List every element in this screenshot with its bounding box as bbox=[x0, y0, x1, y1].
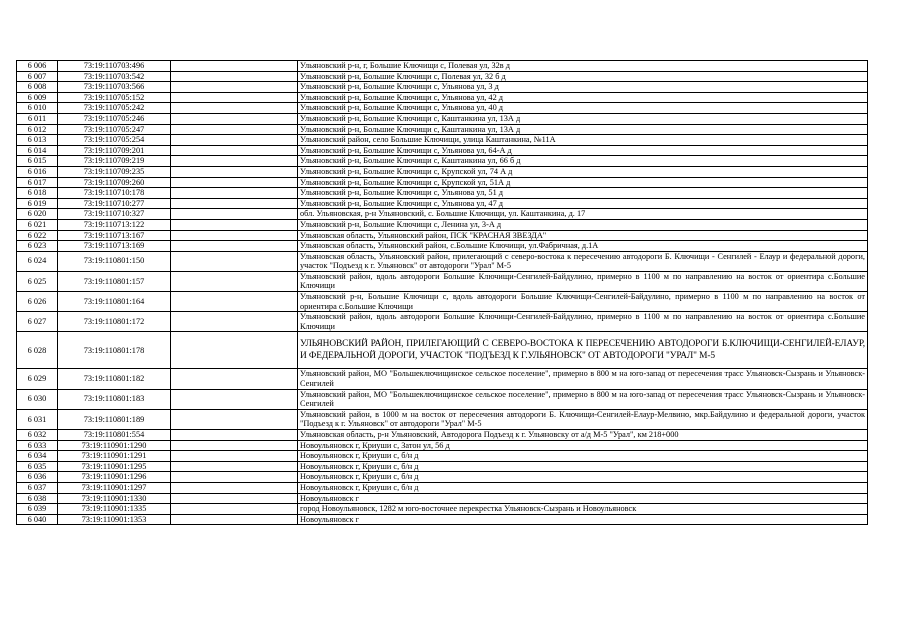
cadastral-number-cell: 73:19:110901:1296 bbox=[58, 472, 171, 483]
row-number-cell: 6 028 bbox=[17, 332, 58, 369]
row-number-cell: 6 029 bbox=[17, 369, 58, 389]
empty-cell bbox=[171, 251, 298, 271]
empty-cell bbox=[171, 188, 298, 199]
cadastral-number-cell: 73:19:110710:178 bbox=[58, 188, 171, 199]
cadastral-number-cell: 73:19:110703:496 bbox=[58, 61, 171, 72]
row-number-cell: 6 007 bbox=[17, 71, 58, 82]
row-number-cell: 6 025 bbox=[17, 271, 58, 291]
empty-cell bbox=[171, 177, 298, 188]
cadastral-number-cell: 73:19:110713:167 bbox=[58, 230, 171, 241]
row-number-cell: 6 006 bbox=[17, 61, 58, 72]
row-number-cell: 6 021 bbox=[17, 219, 58, 230]
address-cell: Новоульяновск г, Криуши с, б/н д bbox=[298, 482, 868, 493]
row-number-cell: 6 018 bbox=[17, 188, 58, 199]
empty-cell bbox=[171, 103, 298, 114]
empty-cell bbox=[171, 82, 298, 93]
table-row bbox=[17, 271, 868, 291]
table-row bbox=[17, 514, 868, 525]
empty-cell bbox=[171, 369, 298, 389]
table-row bbox=[17, 188, 868, 199]
cadastral-number-cell: 73:19:110801:172 bbox=[58, 312, 171, 332]
row-number-cell: 6 016 bbox=[17, 166, 58, 177]
address-cell: Ульяновская область, Ульяновский район, с.Большие Ключищи, ул.Фабричная, д.1А bbox=[298, 241, 868, 252]
table-row bbox=[17, 124, 868, 135]
table-row bbox=[17, 251, 868, 271]
table-row bbox=[17, 482, 868, 493]
table-row bbox=[17, 198, 868, 209]
empty-cell bbox=[171, 61, 298, 72]
row-number-cell: 6 013 bbox=[17, 135, 58, 146]
empty-cell bbox=[171, 124, 298, 135]
table-row bbox=[17, 103, 868, 114]
row-number-cell: 6 023 bbox=[17, 241, 58, 252]
empty-cell bbox=[171, 389, 298, 409]
row-number-cell: 6 022 bbox=[17, 230, 58, 241]
cadastral-number-cell: 73:19:110901:1290 bbox=[58, 440, 171, 451]
address-cell: Ульяновский р-н, Большие Ключищи с, Полевая ул, 32 б д bbox=[298, 71, 868, 82]
address-cell: Ульяновская область, р-н Ульяновский, Автодорога Подъезд к г. Ульяновску от а/д М-5 "Урал", км 218+000 bbox=[298, 430, 868, 441]
address-cell: город Новоульяновск, 1282 м юго-восточнее перекрестка Ульяновск-Сызрань и Новоульяновск bbox=[298, 504, 868, 515]
address-cell: Ульяновский р-н, Большие Ключищи с, Ульянова ул, 3 д bbox=[298, 82, 868, 93]
cadastral-number-cell: 73:19:110801:164 bbox=[58, 292, 171, 312]
address-cell: Новоульяновск г, Криуши с, б/н д bbox=[298, 472, 868, 483]
cadastral-number-cell: 73:19:110801:157 bbox=[58, 271, 171, 291]
cadastral-number-cell: 73:19:110901:1330 bbox=[58, 493, 171, 504]
cadastral-number-cell: 73:19:110703:566 bbox=[58, 82, 171, 93]
land-plot-table bbox=[16, 60, 868, 525]
row-number-cell: 6 032 bbox=[17, 430, 58, 441]
row-number-cell: 6 036 bbox=[17, 472, 58, 483]
empty-cell bbox=[171, 430, 298, 441]
table-row bbox=[17, 71, 868, 82]
table-row bbox=[17, 219, 868, 230]
table-row bbox=[17, 241, 868, 252]
empty-cell bbox=[171, 482, 298, 493]
address-cell: Ульяновская область, Ульяновский район, ПСК "КРАСНАЯ ЗВЕЗДА" bbox=[298, 230, 868, 241]
empty-cell bbox=[171, 440, 298, 451]
row-number-cell: 6 038 bbox=[17, 493, 58, 504]
empty-cell bbox=[171, 113, 298, 124]
cadastral-number-cell: 73:19:110710:277 bbox=[58, 198, 171, 209]
table-row bbox=[17, 177, 868, 188]
cadastral-number-cell: 73:19:110801:189 bbox=[58, 409, 171, 429]
table-row bbox=[17, 61, 868, 72]
address-cell: Ульяновский р-н, Большие Ключищи с, Каштанкина ул, 13А д bbox=[298, 113, 868, 124]
cadastral-number-cell: 73:19:110709:201 bbox=[58, 145, 171, 156]
cadastral-number-cell: 73:19:110901:1335 bbox=[58, 504, 171, 515]
row-number-cell: 6 019 bbox=[17, 198, 58, 209]
table-row bbox=[17, 135, 868, 146]
table-row bbox=[17, 312, 868, 332]
table-row bbox=[17, 230, 868, 241]
cadastral-number-cell: 73:19:110710:327 bbox=[58, 209, 171, 220]
row-number-cell: 6 027 bbox=[17, 312, 58, 332]
cadastral-number-cell: 73:19:110705:152 bbox=[58, 92, 171, 103]
empty-cell bbox=[171, 230, 298, 241]
row-number-cell: 6 037 bbox=[17, 482, 58, 493]
row-number-cell: 6 011 bbox=[17, 113, 58, 124]
table-row bbox=[17, 389, 868, 409]
address-cell: Ульяновский р-н, Большие Ключищи с, Крупской ул, 51А д bbox=[298, 177, 868, 188]
address-cell: Ульяновская область, Ульяновский район, прилегающий с северо-востока к пересечению автодороги Б. Ключищи - Сенгилей - Елаур и федеральной дороги, участок "Подъезд к г. Ульяновск" от автодороги "Урал" М-5 bbox=[298, 251, 868, 271]
empty-cell bbox=[171, 292, 298, 312]
address-cell: Ульяновский р-н, Большие Ключищи с, Ленина ул, 3-А д bbox=[298, 219, 868, 230]
address-cell: Ульяновский р-н, Большие Ключищи с, Ульянова ул, 47 д bbox=[298, 198, 868, 209]
row-number-cell: 6 031 bbox=[17, 409, 58, 429]
address-cell: Ульяновский р-н, Большие Ключищи с, Ульянова ул, 40 д bbox=[298, 103, 868, 114]
cadastral-number-cell: 73:19:110801:183 bbox=[58, 389, 171, 409]
row-number-cell: 6 014 bbox=[17, 145, 58, 156]
empty-cell bbox=[171, 209, 298, 220]
empty-cell bbox=[171, 166, 298, 177]
cadastral-number-cell: 73:19:110901:1295 bbox=[58, 461, 171, 472]
cadastral-number-cell: 73:19:110713:169 bbox=[58, 241, 171, 252]
address-cell: Новоульяновск г, Криуши с, б/н д bbox=[298, 451, 868, 462]
empty-cell bbox=[171, 241, 298, 252]
empty-cell bbox=[171, 332, 298, 369]
table-body bbox=[17, 61, 868, 525]
table-row bbox=[17, 440, 868, 451]
address-cell: Ульяновский район, село Большие Ключищи, улица Каштанкина, №11А bbox=[298, 135, 868, 146]
empty-cell bbox=[171, 71, 298, 82]
address-cell: Ульяновский р-н, Большие Ключищи с, Каштанкина ул, 66 б д bbox=[298, 156, 868, 167]
table-row bbox=[17, 145, 868, 156]
cadastral-number-cell: 73:19:110901:1353 bbox=[58, 514, 171, 525]
cadastral-number-cell: 73:19:110705:246 bbox=[58, 113, 171, 124]
table-row bbox=[17, 461, 868, 472]
table-row bbox=[17, 332, 868, 369]
address-cell: УЛЬЯНОВСКИЙ РАЙОН, ПРИЛЕГАЮЩИЙ С СЕВЕРО-ВОСТОКА К ПЕРЕСЕЧЕНИЮ АВТОДОРОГИ Б.КЛЮЧИЩИ-СЕНГИЛЕЙ-ЕЛАУР, И ФЕДЕРАЛЬНОЙ ДОРОГИ, УЧАСТОК "ПОДЪЕЗД К Г.УЛЬЯНОВСК" ОТ АВТОДОРОГИ "УРАЛ" М-5 bbox=[298, 332, 868, 369]
row-number-cell: 6 039 bbox=[17, 504, 58, 515]
row-number-cell: 6 034 bbox=[17, 451, 58, 462]
address-cell: Ульяновский р-н, Большие Ключищи с, Ульянова ул, 42 д bbox=[298, 92, 868, 103]
table-row bbox=[17, 82, 868, 93]
empty-cell bbox=[171, 92, 298, 103]
empty-cell bbox=[171, 472, 298, 483]
empty-cell bbox=[171, 461, 298, 472]
cadastral-number-cell: 73:19:110709:260 bbox=[58, 177, 171, 188]
empty-cell bbox=[171, 312, 298, 332]
address-cell: Ульяновский район, в 1000 м на восток от пересечения автодороги Б. Ключищи-Сенгилей-Елаур-Мелвино, мкр.Байдулино и федеральной дороги, участок "Подъезд к г. Ульяновск" от автодороги "Урал" М-5 bbox=[298, 409, 868, 429]
row-number-cell: 6 017 bbox=[17, 177, 58, 188]
table-row bbox=[17, 166, 868, 177]
table-row bbox=[17, 292, 868, 312]
address-cell: Новоульяновск г, Криуши с, б/н д bbox=[298, 461, 868, 472]
empty-cell bbox=[171, 451, 298, 462]
row-number-cell: 6 015 bbox=[17, 156, 58, 167]
address-cell: Ульяновский р-н, г, Большие Ключищи с, Полевая ул, 32в д bbox=[298, 61, 868, 72]
empty-cell bbox=[171, 504, 298, 515]
cadastral-number-cell: 73:19:110709:219 bbox=[58, 156, 171, 167]
address-cell: Новоульяновск г, Криуши с, Затон ул, 56 д bbox=[298, 440, 868, 451]
address-cell: обл. Ульяновская, р-н Ульяновский, с. Большие Ключищи, ул. Каштанкина, д. 17 bbox=[298, 209, 868, 220]
cadastral-number-cell: 73:19:110705:242 bbox=[58, 103, 171, 114]
empty-cell bbox=[171, 198, 298, 209]
address-cell: Ульяновский р-н, Большие Ключищи с, Крупской ул, 74 А д bbox=[298, 166, 868, 177]
address-cell: Ульяновский р-н, Большие Ключищи с, Ульянова ул, 51 д bbox=[298, 188, 868, 199]
address-cell: Ульяновский район, вдоль автодороги Большие Ключищи-Сенгилей-Байдулино, примерно в 1100 м по направлению на восток от ориентира с.Большие Ключищи bbox=[298, 271, 868, 291]
cadastral-number-cell: 73:19:110801:178 bbox=[58, 332, 171, 369]
address-cell: Новоульяновск г bbox=[298, 493, 868, 504]
empty-cell bbox=[171, 135, 298, 146]
row-number-cell: 6 030 bbox=[17, 389, 58, 409]
table-row bbox=[17, 430, 868, 441]
table-row bbox=[17, 451, 868, 462]
cadastral-number-cell: 73:19:110901:1291 bbox=[58, 451, 171, 462]
empty-cell bbox=[171, 409, 298, 429]
address-cell: Ульяновский район, МО "Большеключищинское сельское поселение", примерно в 800 м на юго-запад от пересечения трасс Ульяновск-Сызрань и Ульяновск-Сенгилей bbox=[298, 369, 868, 389]
cadastral-number-cell: 73:19:110801:554 bbox=[58, 430, 171, 441]
row-number-cell: 6 035 bbox=[17, 461, 58, 472]
empty-cell bbox=[171, 514, 298, 525]
row-number-cell: 6 009 bbox=[17, 92, 58, 103]
address-cell: Ульяновский р-н, Большие Ключищи с, Каштанкина ул, 13А д bbox=[298, 124, 868, 135]
address-cell: Ульяновский р-н, Большие Ключищи с, вдоль автодороги Большие Ключищи-Сенгилей-Байдулино, примерно в 1100 м по направлению на восток от ориентира с.Большие Ключищи bbox=[298, 292, 868, 312]
address-cell: Ульяновский район, МО "Большеключищинское сельское поселение", примерно в 800 м на юго-запад от пересечения трасс Ульяновск-Сызрань и Ульяновск-Сенгилей bbox=[298, 389, 868, 409]
row-number-cell: 6 012 bbox=[17, 124, 58, 135]
table-row bbox=[17, 409, 868, 429]
table-row bbox=[17, 156, 868, 167]
empty-cell bbox=[171, 156, 298, 167]
table-row bbox=[17, 472, 868, 483]
table-row bbox=[17, 113, 868, 124]
cadastral-number-cell: 73:19:110801:150 bbox=[58, 251, 171, 271]
table-row bbox=[17, 209, 868, 220]
row-number-cell: 6 020 bbox=[17, 209, 58, 220]
cadastral-number-cell: 73:19:110901:1297 bbox=[58, 482, 171, 493]
row-number-cell: 6 010 bbox=[17, 103, 58, 114]
cadastral-number-cell: 73:19:110709:235 bbox=[58, 166, 171, 177]
table-row bbox=[17, 504, 868, 515]
cadastral-number-cell: 73:19:110705:247 bbox=[58, 124, 171, 135]
row-number-cell: 6 024 bbox=[17, 251, 58, 271]
table-row bbox=[17, 493, 868, 504]
empty-cell bbox=[171, 219, 298, 230]
cadastral-number-cell: 73:19:110801:182 bbox=[58, 369, 171, 389]
address-cell: Новоульяновск г bbox=[298, 514, 868, 525]
table-row bbox=[17, 369, 868, 389]
cadastral-number-cell: 73:19:110703:542 bbox=[58, 71, 171, 82]
cadastral-number-cell: 73:19:110713:122 bbox=[58, 219, 171, 230]
row-number-cell: 6 033 bbox=[17, 440, 58, 451]
table-row bbox=[17, 92, 868, 103]
address-cell: Ульяновский район, вдоль автодороги Большие Ключищи-Сенгилей-Байдулино, примерно в 1100 м по направлению на восток от ориентира с.Большие Ключищи bbox=[298, 312, 868, 332]
empty-cell bbox=[171, 145, 298, 156]
row-number-cell: 6 026 bbox=[17, 292, 58, 312]
row-number-cell: 6 040 bbox=[17, 514, 58, 525]
address-cell: Ульяновский р-н, Большие Ключищи с, Ульянова ул, 64-А д bbox=[298, 145, 868, 156]
row-number-cell: 6 008 bbox=[17, 82, 58, 93]
cadastral-number-cell: 73:19:110705:254 bbox=[58, 135, 171, 146]
empty-cell bbox=[171, 271, 298, 291]
empty-cell bbox=[171, 493, 298, 504]
